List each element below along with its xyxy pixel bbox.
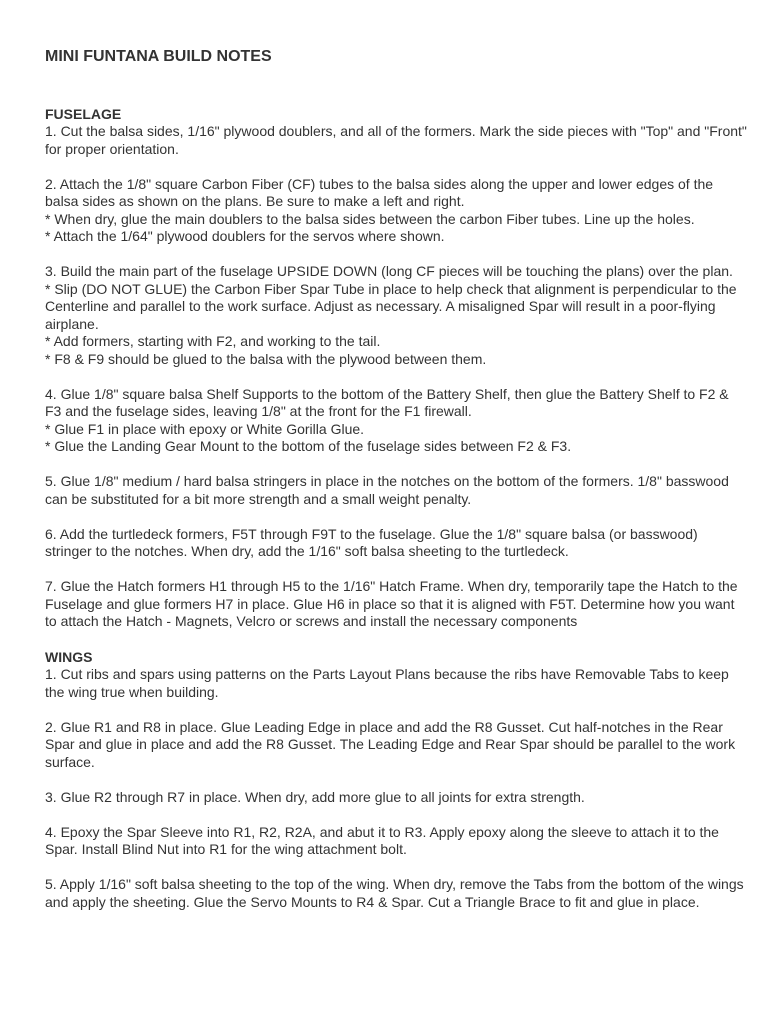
bullet-note: * F8 & F9 should be glued to the balsa with the plywood between them. bbox=[45, 350, 487, 367]
bullet-note: * Add formers, starting with F2, and working to the tail. bbox=[45, 333, 381, 349]
paragraph bbox=[45, 876, 748, 911]
paragraph-text: 1. Cut ribs and spars using patterns on the Parts Layout Plans because the ribs have Removable Tabs to keep the wing true when building. bbox=[45, 666, 729, 700]
paragraph bbox=[45, 666, 748, 701]
paragraph-text: 3. Glue R2 through R7 in place. When dry, add more glue to all joints for extra strength. bbox=[45, 788, 585, 805]
paragraph bbox=[45, 719, 748, 772]
bullet-note: * Glue F1 in place with epoxy or White Gorilla Glue. bbox=[45, 420, 365, 437]
paragraph-text: 4. Epoxy the Spar Sleeve into R1, R2, R2A, and abut it to R3. Apply epoxy along the sleeve to attach it to the Spar. Install Blind Nut into R1 for the wing attachment bolt. bbox=[45, 823, 719, 857]
paragraph bbox=[45, 123, 748, 158]
paragraph bbox=[45, 473, 748, 508]
paragraph bbox=[45, 789, 748, 807]
section-fuselage bbox=[45, 105, 748, 631]
paragraph bbox=[45, 578, 748, 631]
paragraph-text: 1. Cut the balsa sides, 1/16" plywood doublers, and all of the formers. Mark the side pieces with "Top" and "Front" for proper orientation. bbox=[45, 123, 747, 157]
section-heading: FUSELAGE bbox=[45, 106, 122, 122]
bullet-note: * Slip (DO NOT GLUE) the Carbon Fiber Spar Tube in place to help check that alignment is perpendicular to the Centerline and parallel to the work surface. Adjust as necessary. A misaligned Spar will result in a poor-flying airplane. bbox=[45, 280, 737, 332]
page-title: MINI FUNTANA BUILD NOTES bbox=[45, 48, 272, 65]
paragraph-text: 2. Attach the 1/8" square Carbon Fiber (CF) tubes to the balsa sides along the upper and lower edges of the balsa sides as shown on the plans. Be sure to make a left and right. bbox=[45, 175, 714, 209]
section-wings bbox=[45, 648, 748, 911]
paragraph bbox=[45, 526, 748, 561]
paragraph bbox=[45, 824, 748, 859]
paragraph-text: 4. Glue 1/8" square balsa Shelf Supports to the bottom of the Battery Shelf, then glue the Battery Shelf to F2 & F3 and the fuselage sides, leaving 1/8" at the front for the F1 firewall. bbox=[45, 385, 729, 419]
bullet-note: * When dry, glue the main doublers to the balsa sides between the carbon Fiber tubes. Line up the holes. bbox=[45, 210, 695, 227]
sections-container bbox=[45, 105, 748, 911]
paragraph-text: 3. Build the main part of the fuselage UPSIDE DOWN (long CF pieces will be touching the plans) over the plan. bbox=[45, 263, 733, 279]
paragraph-text: 6. Add the turtledeck formers, F5T through F9T to the fuselage. Glue the 1/8" square balsa (or basswood) stringer to the notches. When dry, add the 1/16" soft balsa sheeting to the turtledeck. bbox=[45, 525, 698, 559]
paragraph-text: 5. Apply 1/16" soft balsa sheeting to the top of the wing. When dry, remove the Tabs from the bottom of the wings and apply the sheeting. Glue the Servo Mounts to R4 & Spar. Cut a Triangle Brace to fit and glue in place. bbox=[45, 876, 744, 910]
bullet-note: * Glue the Landing Gear Mount to the bottom of the fuselage sides between F2 & F3. bbox=[45, 438, 572, 454]
bullet-note: * Attach the 1/64" plywood doublers for the servos where shown. bbox=[45, 228, 445, 244]
paragraph-text: 2. Glue R1 and R8 in place. Glue Leading Edge in place and add the R8 Gusset. Cut half-notches in the Rear Spar and glue in place and add the R8 Gusset. The Leading Edge and Rear Spar should be parallel to the work surface. bbox=[45, 718, 736, 770]
section-heading: WINGS bbox=[45, 649, 93, 665]
paragraph bbox=[45, 176, 748, 246]
paragraph bbox=[45, 263, 748, 368]
paragraph-text: 7. Glue the Hatch formers H1 through H5 to the 1/16" Hatch Frame. When dry, temporarily tape the Hatch to the Fuselage and glue formers H7 in place. Glue H6 in place so that it is aligned with F5T. Determine how you want to attach the Hatch - Magnets, Velcro or screws and install the necessary components bbox=[45, 578, 738, 629]
paragraph bbox=[45, 386, 748, 456]
paragraph-text: 5. Glue 1/8" medium / hard balsa stringers in place in the notches on the bottom of the formers. 1/8" basswood can be substituted for a bit more strength and a small weight penalty. bbox=[45, 473, 729, 507]
